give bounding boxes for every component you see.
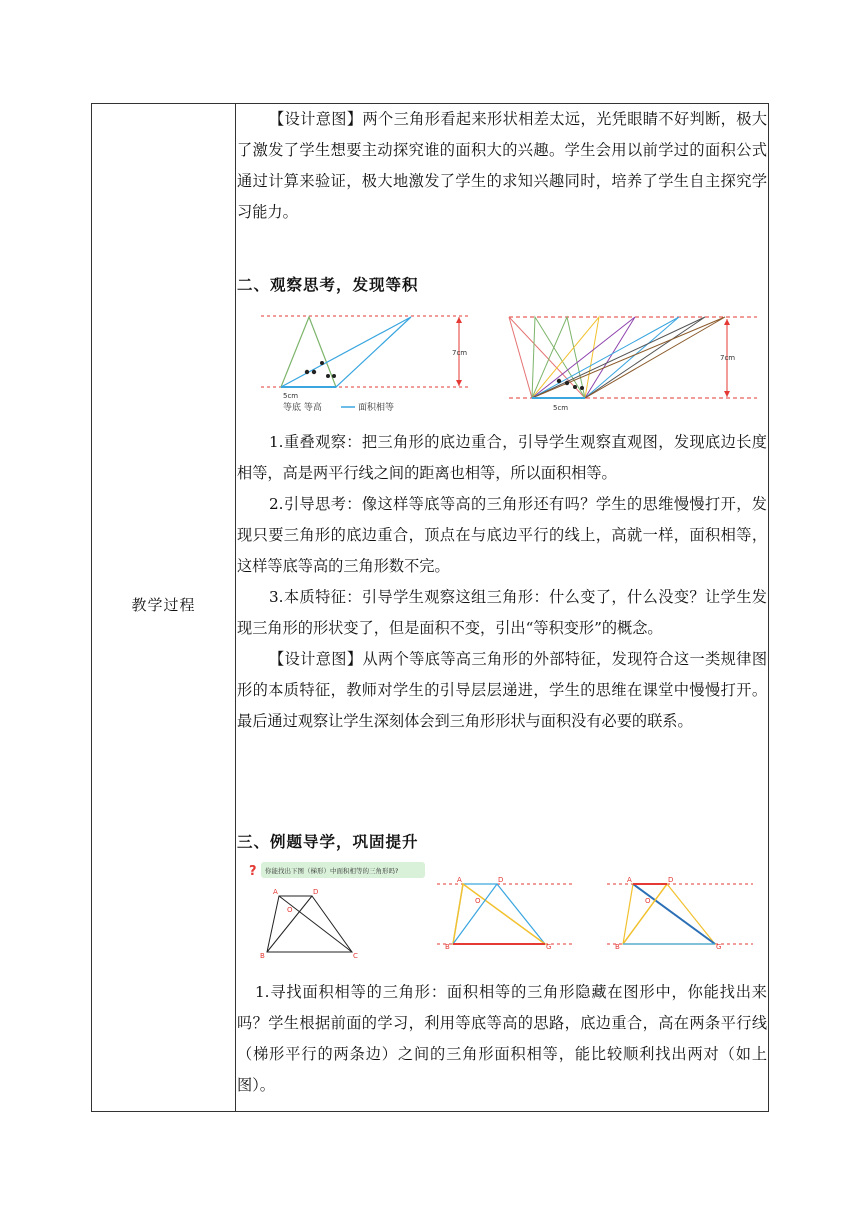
figure-trapezoid-question <box>247 860 427 962</box>
label-O: O <box>475 897 481 905</box>
figure-equal-base-height-2 <box>259 309 469 419</box>
legend-line-label: 面积相等 <box>358 403 395 413</box>
base-label: 5cm <box>283 392 299 400</box>
label-G: G <box>716 943 722 951</box>
figure-many-equal-triangles <box>507 314 757 414</box>
label-A: A <box>273 888 278 896</box>
section2-paragraph-3: 3.本质特征：引导学生观察这组三角形：什么变了，什么没变？让学生发现三角形的形状变了，但是面积不变，引出“等积变形”的概念。 <box>237 588 767 637</box>
label-A: A <box>627 876 632 884</box>
section2-paragraph-2: 2.引导思考：像这样等底等高的三角形还有吗？学生的思维慢慢打开，发现只要三角形的底边重合，顶点在与底边平行的线上，高就一样，面积相等，这样等底等高的三角形数不完。 <box>237 495 767 575</box>
row-label-teaching-process: 教学过程 <box>131 596 196 614</box>
label-D: D <box>498 876 504 884</box>
label-D: D <box>313 888 319 896</box>
label-D: D <box>668 876 674 884</box>
label-B: B <box>445 943 450 951</box>
section2-paragraph-1: 1.重叠观察：把三角形的底边重合，引导学生观察直观图，发现底边长度相等，高是两平行线之间的距离也相等，所以面积相等。 <box>237 433 767 482</box>
section3-heading: 三、例题导学，巩固提升 <box>237 833 419 851</box>
legend-text: 等底 等高 <box>283 403 322 413</box>
section2-heading: 二、观察思考，发现等积 <box>237 276 419 294</box>
figure-trapezoid-pair-1 <box>435 874 575 954</box>
height-label: 7cm <box>452 349 468 357</box>
lesson-table <box>91 103 769 1112</box>
column-divider <box>235 104 236 1111</box>
height-label-right: 7cm <box>720 354 736 362</box>
design-intent-1: 【设计意图】两个三角形看起来形状相差太远，光凭眼睛不好判断，极大了激发了学生想要主动探究谁的面积大的兴趣。学生会用以前学过的面积公式通过计算来验证，极大地激发了学生的求知兴趣同时，培养了学生自主探究学习能力。 <box>237 110 767 221</box>
label-G: G <box>546 943 552 951</box>
base-label-right: 5cm <box>553 404 569 412</box>
label-O: O <box>645 897 651 905</box>
label-B: B <box>615 943 620 951</box>
label-B: B <box>260 952 265 960</box>
section3-paragraph-1: 1.寻找面积相等的三角形：面积相等的三角形隐藏在图形中，你能找出来吗？学生根据前面的学习，利用等底等高的思路，底边重合，高在两条平行线（梯形平行的两条边）之间的三角形面积相等，能比较顺利找出两对（如上图）。 <box>237 983 767 1094</box>
question-mark-icon: ? <box>249 864 257 879</box>
label-C: C <box>353 952 358 960</box>
label-A: A <box>457 876 462 884</box>
question-text: 你能找出下图（梯形）中面积相等的三角形吗? <box>265 867 399 875</box>
label-O: O <box>287 906 293 914</box>
figure-trapezoid-pair-2 <box>605 874 755 954</box>
design-intent-2: 【设计意图】从两个等底等高三角形的外部特征，发现符合这一类规律图形的本质特征，教师对学生的引导层层递进，学生的思维在课堂中慢慢打开。最后通过观察让学生深刻体会到三角形形状与面积没有必要的联系。 <box>237 650 767 730</box>
